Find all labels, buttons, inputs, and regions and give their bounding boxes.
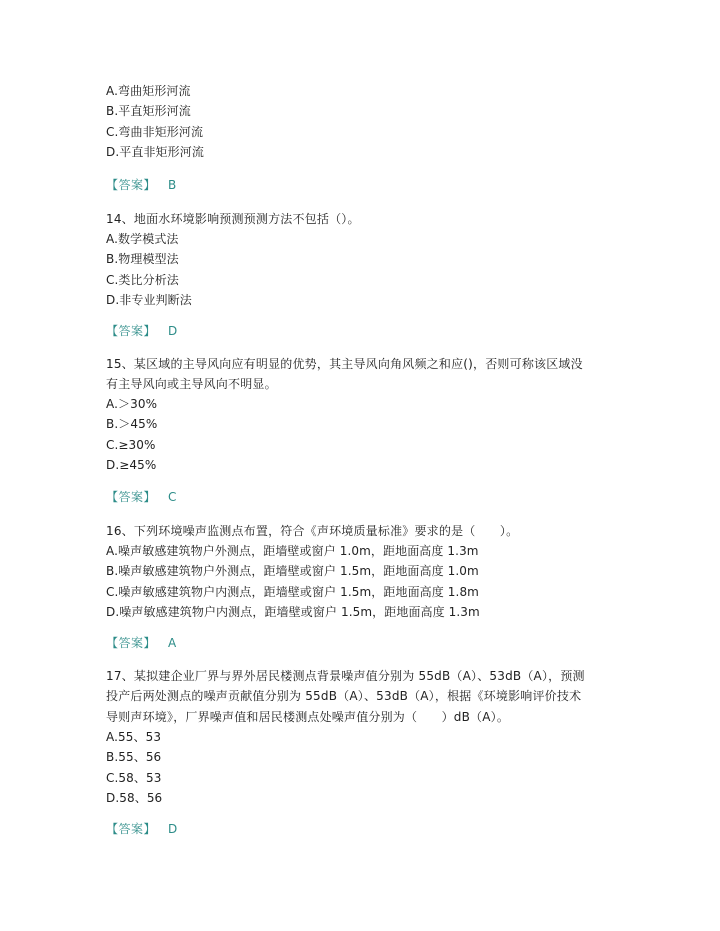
option-a: A.数学模式法: [106, 232, 179, 246]
question-text: 17、某拟建企业厂界与界外居民楼测点背景噪声值分别为 55dB（A）、53dB（A），预测: [106, 669, 585, 683]
q13-options: [106, 81, 618, 162]
option-c: C.弯曲非矩形河流: [106, 124, 204, 139]
q13-answer: [106, 176, 176, 194]
option-d: D.噪声敏感建筑物户内测点，距墙壁或窗户 1.5m，距地面高度 1.3m: [106, 604, 480, 619]
q14-stem: [106, 209, 618, 229]
option-d: D.平直非矩形河流: [106, 144, 204, 159]
option-b: B.噪声敏感建筑物户外测点，距墙壁或窗户 1.5m，距地面高度 1.0m: [106, 564, 479, 579]
answer-label: 【答案】: [106, 490, 157, 504]
option-d: D.≥45%: [106, 457, 157, 472]
option-c: C.58、53: [106, 770, 162, 785]
answer-value: A: [168, 636, 177, 650]
answer-value: C: [168, 490, 177, 504]
option-a: A.弯曲矩形河流: [106, 84, 191, 98]
option-d: D.非专业判断法: [106, 292, 192, 307]
answer-label: 【答案】: [106, 822, 157, 836]
option-c: C.噪声敏感建筑物户内测点，距墙壁或窗户 1.5m，距地面高度 1.8m: [106, 584, 479, 599]
question-text: 15、某区域的主导风向应有明显的优势，其主导风向角风频之和应()，否则可称该区域没: [106, 357, 583, 371]
question-text: 导则声环境》，厂界噪声值和居民楼测点处噪声值分别为（ ）dB（A）。: [106, 709, 510, 724]
option-a: A.噪声敏感建筑物户外测点，距墙壁或窗户 1.0m，距地面高度 1.3m: [106, 544, 479, 558]
question-text: 16、下列环境噪声监测点布置，符合《声环境质量标准》要求的是（ ）。: [106, 524, 519, 538]
q17-options: [106, 727, 618, 808]
q14-options: [106, 229, 618, 310]
q14-answer: [106, 322, 177, 340]
q17-answer: [106, 820, 177, 838]
q16-options: [106, 541, 618, 622]
answer-label: 【答案】: [106, 636, 157, 650]
answer-value: D: [168, 822, 178, 836]
question-text: 有主导风向或主导风向不明显。: [106, 377, 277, 392]
q15-options: [106, 394, 618, 475]
q16-stem: [106, 521, 618, 541]
option-b: B.＞45%: [106, 417, 158, 432]
option-b: B.55、56: [106, 750, 162, 765]
option-d: D.58、56: [106, 790, 163, 805]
option-a: A.55、53: [106, 730, 162, 744]
option-b: B.物理模型法: [106, 252, 179, 267]
answer-label: 【答案】: [106, 324, 157, 338]
option-c: C.类比分析法: [106, 272, 179, 287]
answer-value: D: [168, 324, 178, 338]
q15-answer: [106, 488, 176, 506]
option-b: B.平直矩形河流: [106, 104, 191, 119]
q16-answer: [106, 634, 176, 652]
answer-value: B: [168, 178, 177, 192]
q17-stem: [106, 666, 618, 727]
q15-stem: [106, 354, 618, 395]
question-text: 投产后两处测点的噪声贡献值分别为 55dB（A）、53dB（A），根据《环境影响评价技术: [106, 689, 582, 704]
option-c: C.≥30%: [106, 437, 156, 452]
option-a: A.＞30%: [106, 397, 158, 411]
question-text: 14、地面水环境影响预测预测方法不包括（）。: [106, 212, 360, 226]
answer-label: 【答案】: [106, 178, 157, 192]
